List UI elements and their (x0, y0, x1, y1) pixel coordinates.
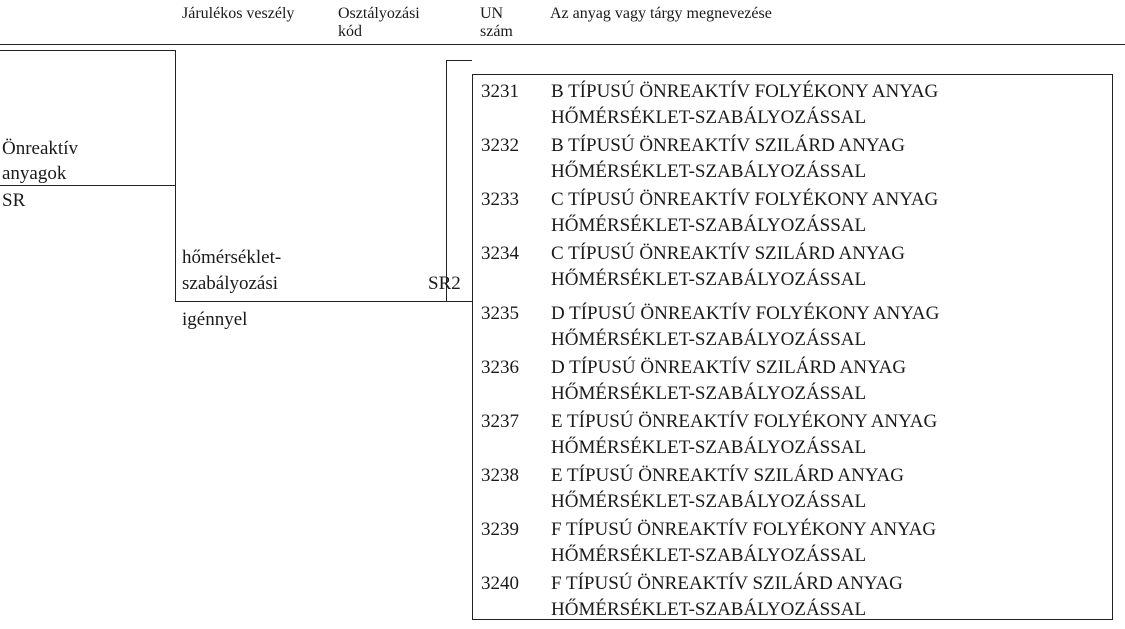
substance-name-line1: D TÍPUSÚ ÖNREAKTÍV SZILÁRD ANYAG (551, 357, 907, 378)
subgroup-code: SR2 (428, 273, 461, 294)
entries-bracket-side (446, 60, 447, 302)
group-label-line2: anyagok (2, 163, 67, 184)
un-number: 3232 (481, 135, 519, 156)
header-divider (0, 44, 1125, 45)
table-row (473, 409, 1112, 467)
header-un-number-line2: szám (480, 23, 513, 40)
bracket-vertical-line (175, 50, 176, 302)
table-row (473, 571, 1112, 629)
substance-name-line1: F TÍPUSÚ ÖNREAKTÍV FOLYÉKONY ANYAG (551, 519, 937, 540)
substance-name-line2: HŐMÉRSÉKLET-SZABÁLYOZÁSSAL (551, 215, 867, 236)
substance-name-line1: D TÍPUSÚ ÖNREAKTÍV FOLYÉKONY ANYAG (551, 303, 940, 324)
substance-name-line1: F TÍPUSÚ ÖNREAKTÍV SZILÁRD ANYAG (551, 573, 903, 594)
substance-name-line2: HŐMÉRSÉKLET-SZABÁLYOZÁSSAL (551, 383, 867, 404)
substance-name-line1: B TÍPUSÚ ÖNREAKTÍV SZILÁRD ANYAG (551, 135, 905, 156)
group-label-line1: Önreaktív (2, 138, 78, 159)
un-number: 3233 (481, 189, 519, 210)
un-number: 3239 (481, 519, 519, 540)
table-row (473, 463, 1112, 521)
subgroup-label-line1: hőmérséklet- (182, 247, 282, 268)
header-classification-code-line1: Osztályozási (338, 5, 420, 22)
group-divider (0, 185, 176, 186)
table-row (473, 301, 1112, 359)
un-number: 3240 (481, 573, 519, 594)
group-code: SR (2, 190, 26, 211)
un-number: 3231 (481, 81, 519, 102)
bracket-top-line (0, 50, 176, 51)
un-number: 3235 (481, 303, 519, 324)
table-row (473, 79, 1112, 137)
un-number: 3237 (481, 411, 519, 432)
substance-name-line1: E TÍPUSÚ ÖNREAKTÍV FOLYÉKONY ANYAG (551, 411, 938, 432)
substance-name-line2: HŐMÉRSÉKLET-SZABÁLYOZÁSSAL (551, 437, 867, 458)
entries-bracket-top (446, 60, 472, 61)
substance-name-line2: HŐMÉRSÉKLET-SZABÁLYOZÁSSAL (551, 161, 867, 182)
header-subsidiary-hazard: Járulékos veszély (182, 5, 295, 22)
table-row (473, 517, 1112, 575)
table-row (473, 355, 1112, 413)
header-un-number-line1: UN (480, 5, 504, 22)
substance-name-line2: HŐMÉRSÉKLET-SZABÁLYOZÁSSAL (551, 599, 867, 620)
substance-name-line1: C TÍPUSÚ ÖNREAKTÍV FOLYÉKONY ANYAG (551, 189, 939, 210)
table-row (473, 241, 1112, 299)
table-row (473, 187, 1112, 245)
subgroup-divider (175, 301, 472, 302)
subgroup-label-line3: igénnyel (182, 309, 248, 330)
table-row (473, 133, 1112, 191)
substance-name-line1: B TÍPUSÚ ÖNREAKTÍV FOLYÉKONY ANYAG (551, 81, 939, 102)
substance-name-line2: HŐMÉRSÉKLET-SZABÁLYOZÁSSAL (551, 329, 867, 350)
subgroup-label-line2: szabályozási (182, 273, 279, 294)
substance-name-line1: E TÍPUSÚ ÖNREAKTÍV SZILÁRD ANYAG (551, 465, 904, 486)
substance-name-line1: C TÍPUSÚ ÖNREAKTÍV SZILÁRD ANYAG (551, 243, 905, 264)
entries-box (472, 74, 1113, 620)
substance-name-line2: HŐMÉRSÉKLET-SZABÁLYOZÁSSAL (551, 107, 867, 128)
header-classification-code-line2: kód (338, 23, 362, 40)
header-substance-name: Az anyag vagy tárgy megnevezése (550, 5, 772, 22)
un-number: 3236 (481, 357, 519, 378)
substance-name-line2: HŐMÉRSÉKLET-SZABÁLYOZÁSSAL (551, 491, 867, 512)
un-number: 3234 (481, 243, 519, 264)
substance-name-line2: HŐMÉRSÉKLET-SZABÁLYOZÁSSAL (551, 545, 867, 566)
un-number: 3238 (481, 465, 519, 486)
substance-name-line2: HŐMÉRSÉKLET-SZABÁLYOZÁSSAL (551, 269, 867, 290)
